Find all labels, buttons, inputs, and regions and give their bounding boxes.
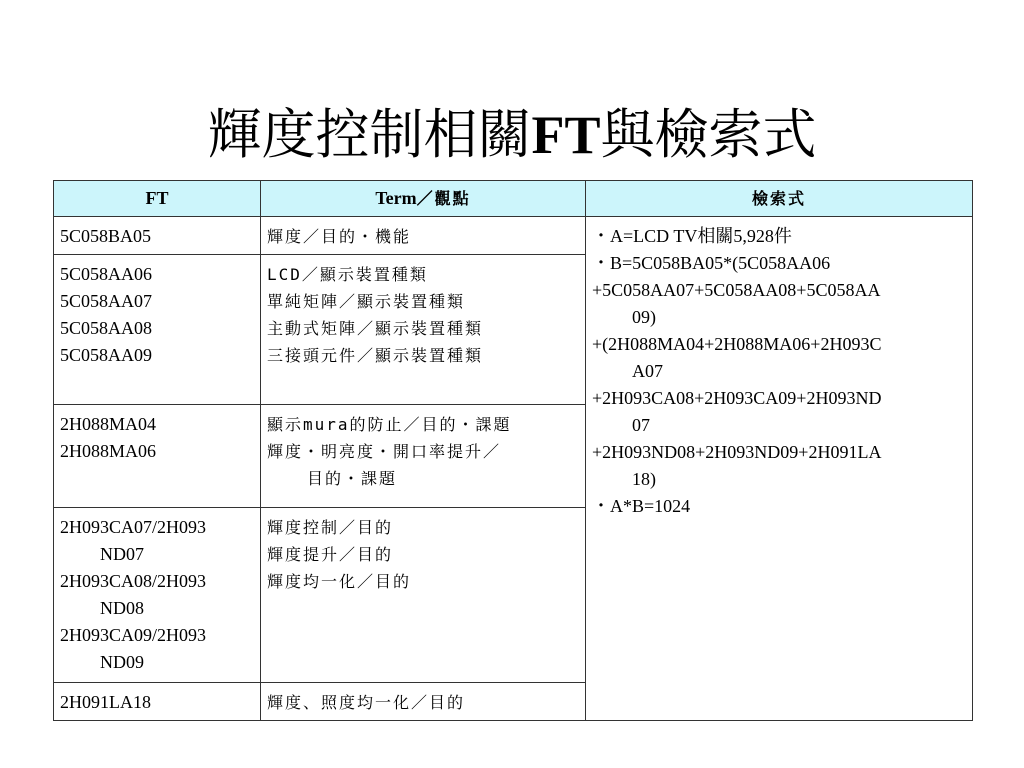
ft-code-cont: ND08 <box>100 598 144 618</box>
query-line: +5C058AA07+5C058AA08+5C058AA <box>592 280 881 300</box>
table-header-row <box>54 181 973 217</box>
ft-cell <box>54 683 261 721</box>
header-ft: FT <box>54 181 261 217</box>
ft-code: 5C058AA06 <box>60 264 153 284</box>
term-text: 三接頭元件／顯示裝置種類 <box>267 346 484 365</box>
ft-code: 2H091LA18 <box>60 692 151 712</box>
query-line-cont: A07 <box>632 361 663 381</box>
term-text: 輝度・明亮度・開口率提升／ <box>267 442 502 461</box>
header-query <box>586 181 973 217</box>
ft-code: 2H093CA08/2H093 <box>60 571 207 591</box>
ft-code-cont: ND09 <box>100 652 144 672</box>
query-line: +(2H088MA04+2H088MA06+2H093C <box>592 334 882 354</box>
term-text: 輝度提升／目的 <box>267 545 394 564</box>
slide-title <box>0 100 1024 170</box>
query-line: ・B=5C058BA05*(5C058AA06 <box>592 253 831 273</box>
term-text-cont: 目的・課題 <box>307 469 398 488</box>
term-text: 輝度、照度均一化／目的 <box>267 693 466 712</box>
ft-table <box>53 180 973 721</box>
ft-code: 5C058BA05 <box>60 226 152 246</box>
term-text: 單純矩陣／顯示裝置種類 <box>267 292 466 311</box>
ft-code: 2H088MA06 <box>60 441 157 461</box>
term-text: 主動式矩陣／顯示裝置種類 <box>267 319 484 338</box>
query-cell <box>586 217 973 721</box>
term-cell <box>261 508 586 683</box>
query-line: ・A*B=1024 <box>592 496 691 516</box>
query-line-cont: 09) <box>632 307 656 327</box>
ft-code-cont: ND07 <box>100 544 144 564</box>
ft-code: 2H093CA07/2H093 <box>60 517 207 537</box>
term-cell <box>261 405 586 508</box>
header-term-cjk: ／觀點 <box>416 189 471 208</box>
term-cell <box>261 217 586 255</box>
term-cell <box>261 683 586 721</box>
ft-code: 2H093CA09/2H093 <box>60 625 207 645</box>
ft-cell <box>54 217 261 255</box>
term-cell <box>261 255 586 405</box>
ft-code: 5C058AA08 <box>60 318 153 338</box>
ft-code: 5C058AA09 <box>60 345 153 365</box>
table-row <box>54 217 973 255</box>
query-line-cont: 18) <box>632 469 656 489</box>
title-part-cjk-2: 與檢索式 <box>600 103 817 166</box>
header-query-label: 檢索式 <box>751 189 806 208</box>
term-text: LCD／顯示裝置種類 <box>267 265 428 284</box>
query-line-cont: 07 <box>632 415 650 435</box>
ft-cell <box>54 508 261 683</box>
term-text: 輝度控制／目的 <box>267 518 394 537</box>
query-line: +2H093ND08+2H093ND09+2H091LA <box>592 442 882 462</box>
title-part-cjk-1: 輝度控制相關 <box>207 103 532 166</box>
query-line: +2H093CA08+2H093CA09+2H093ND <box>592 388 882 408</box>
title-part-ft: FT <box>531 105 601 165</box>
query-line: ・A=LCD TV相關5,928件 <box>592 226 792 246</box>
header-term <box>261 181 586 217</box>
ft-code: 5C058AA07 <box>60 291 153 311</box>
ft-code: 2H088MA04 <box>60 414 157 434</box>
header-term-latin: Term <box>375 188 417 208</box>
ft-cell <box>54 405 261 508</box>
term-text: 輝度／目的・機能 <box>267 227 412 246</box>
term-text: 輝度均一化／目的 <box>267 572 412 591</box>
term-text: 顯示mura的防止／目的・課題 <box>267 415 512 434</box>
ft-cell <box>54 255 261 405</box>
